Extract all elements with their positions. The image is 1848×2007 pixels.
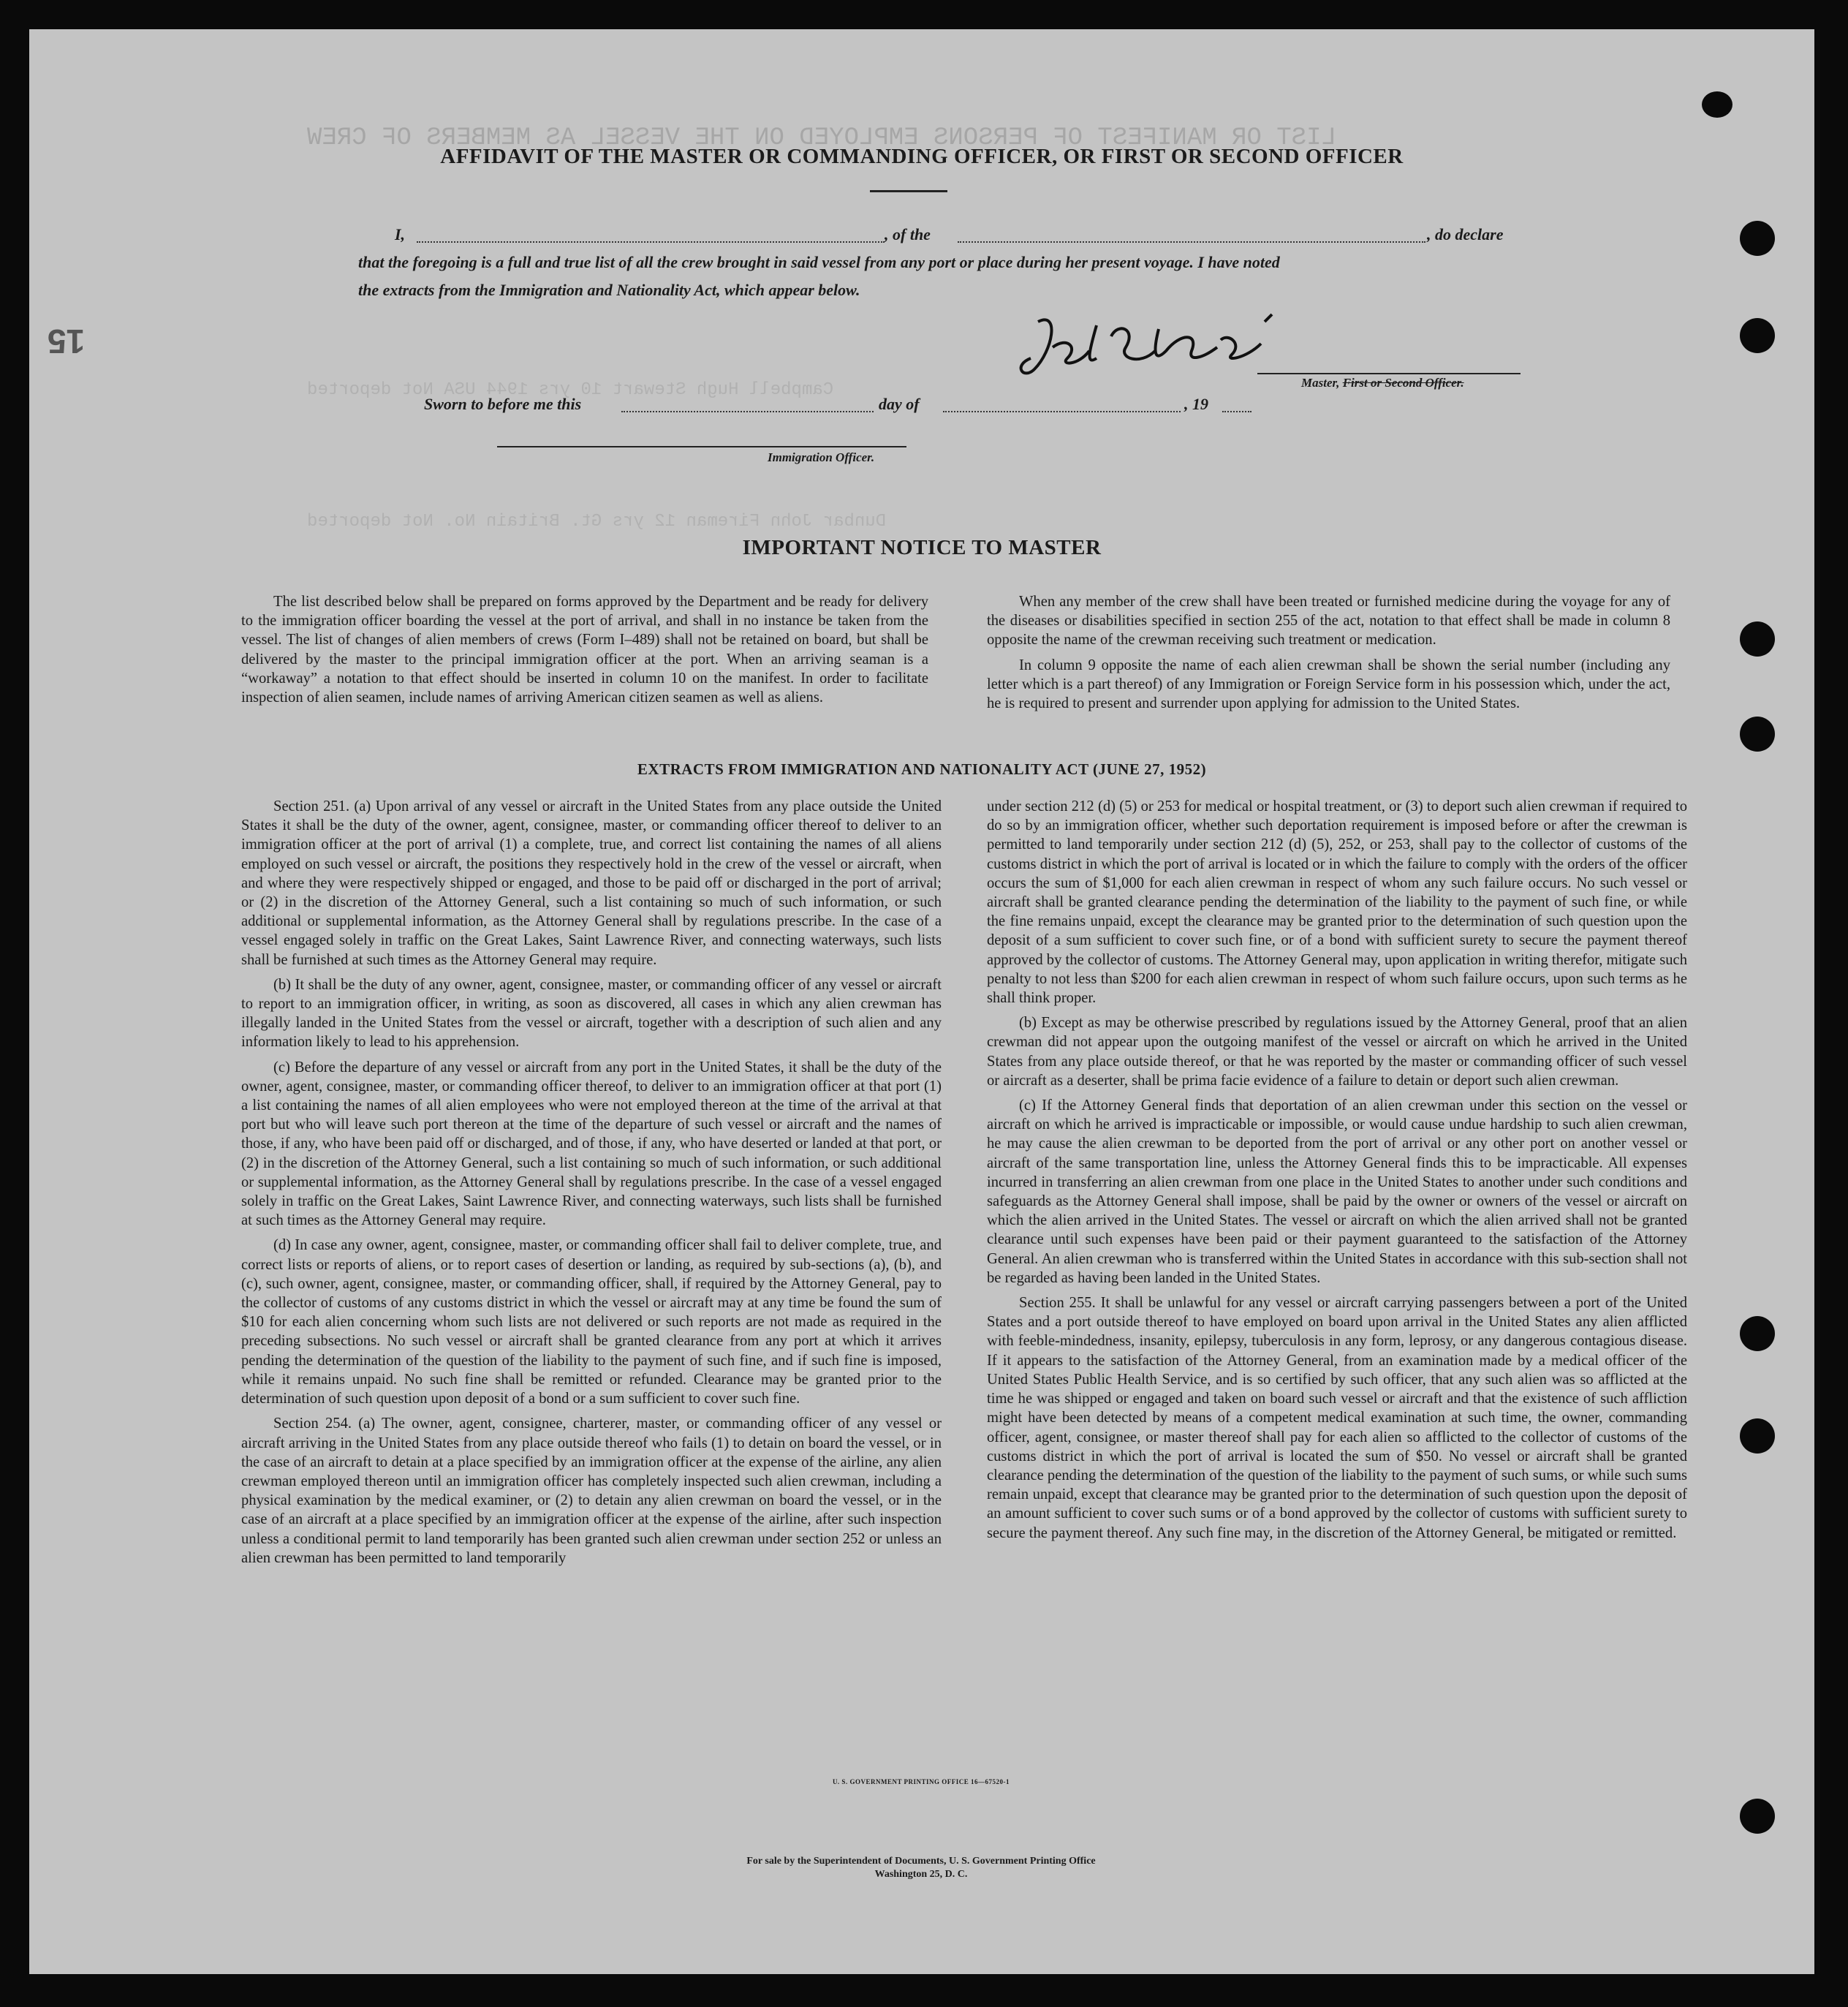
footer-sale-notice: For sale by the Superintendent of Documents, U. S. Government Printing Office bbox=[746, 1856, 1096, 1867]
punch-hole bbox=[1740, 717, 1775, 752]
section-251-a: Section 251. (a) Upon arrival of any vessel or aircraft in the United States from any place outside the United States it shall be the duty of the owner, agent, consignee, master, or commanding officer thereof to deliver to an immigration officer at the port of arrival (1) a complete, true, and correct list containing the names of all aliens employed on such vessel or aircraft, the positions they respectively hold in the crew of the vessel or aircraft, when and where they were respectively shipped or engaged, and those to be paid off or discharged in the port of arrival; or (2) in the discretion of the Attorney General, such a list containing so much of such information, or such additional or supplemental information, as the Attorney General shall by regulations prescribe. In the case of a vessel engaged solely in traffic on the Great Lakes, Saint Lawrence River, and connecting waterways, such lists shall be furnished at such times as the Attorney General may require. bbox=[241, 798, 942, 968]
punch-hole bbox=[1740, 1799, 1775, 1834]
page-number: 15 bbox=[48, 322, 86, 360]
punch-hole bbox=[1740, 621, 1775, 657]
section-255: Section 255. It shall be unlawful for any vessel or aircraft carrying passengers between a port of the United States and a port outside thereof to have employed on board upon arrival in the United States any alien afflicted with feeble-mindedness, insanity, epilepsy, tuberculosis in any form, leprosy, or any dangerous contagious disease. If it appears to the satisfaction of the Attorney General, from an examination made by a medical officer of the United States Public Health Service, and is so certified by such officer, that any such alien was so afflicted at the time he was shipped or engaged and taken on board such vessel or aircraft and that the existence of such affliction might have been detected by means of a competent medical examination at such time, the owner, commanding officer, agent, consignee, or master thereof shall pay for each alien so afflicted to the collector of customs of the customs district in which the port of arrival is located the sum of $50. No vessel or aircraft shall be granted clearance pending the determination of the question of the liability to the payment of such sums, or while such sums remain unpaid, except that clearance may be granted prior to the determination of such question upon the deposit of an amount sufficient to cover such sums or of a bond approved by the collector of customs with sufficient surety to secure the payment thereof. Any such fine may, in the discretion of the Attorney General, be mitigated or remitted. bbox=[987, 1295, 1687, 1541]
notice-right-paragraphs bbox=[987, 592, 1670, 719]
bleed-through-text: Dunbar John Fireman 12 yrs Gt. Britain No. Not deported bbox=[307, 512, 887, 532]
extracts-left-column bbox=[241, 797, 942, 1573]
day-of-label: day of bbox=[879, 395, 920, 413]
section-254-a: Section 254. (a) The owner, agent, consignee, charterer, master, or commanding officer of any vessel or aircraft arriving in the United States from any place outside thereof who fails (1) to detain on board the vessel, or in the case of an aircraft to detain at a place specified by an immigration officer at the expense of the airline, any alien crewman employed thereon until an immigration officer has completely inspected such alien crewman, including a physical examination by the medical examiner, or (2) to detain any alien crewman on board the vessel, or in the case of an aircraft at a place specified by an immigration officer at the expense of the airline, after such inspection unless a conditional permit to land temporarily has been granted such alien crewman under section 252 or unless an alien crewman has been permitted to land temporarily bbox=[241, 1416, 942, 1566]
notice-left-text: The list described below shall be prepared on forms approved by the Department and be ready for delivery to the immigration officer boarding the vessel at the port of arrival, and shall in no instance be taken from the vessel. The list of changes of alien members of crews (Form I–489) shall not be retained on board, but shall be delivered by the master to the principal immigration officer at the port. When an arriving seaman is a “workaway” a notation to that effect should be inserted in column 10 on the manifest. In order to facilitate inspection of alien seamen, include names of arriving American citizen seamen as well as aliens. bbox=[241, 594, 928, 706]
punch-hole bbox=[1702, 91, 1732, 118]
section-254-a-continued: under section 212 (d) (5) or 253 for medical or hospital treatment, or (3) to deport such alien crewman if required to do so by an immigration officer, whether such deportation requirement is imposed before or after the crewman is permitted to land temporarily under section 212 (d) (5), 252, or 253, shall pay to the collector of customs of the customs district in which the port of arrival is located or in which the failure to comply with the orders of the officer occurs the sum of $1,000 for each alien crewman in respect of whom any such failure occurs. No such vessel or aircraft shall be granted clearance pending the determination of the liability to the payment of such fine, or while the fine remains unpaid, except the clearance may be granted prior to the determination of such question upon the deposit of a sum sufficient to cover such fine, or of a bond with sufficient surety to secure the payment thereof approved by the collector of customs. The Attorney General may, upon application in writing therefor, mitigate such penalty to not less than $200 for each alien crewman in respect of whom such failure occurs, upon such terms as he shall think proper. bbox=[987, 798, 1687, 1007]
sworn-month-field[interactable] bbox=[943, 411, 1181, 412]
signature-caption-struck: First or Second Officer. bbox=[1342, 376, 1464, 390]
signature-line bbox=[1257, 373, 1521, 374]
section-251-d: (d) In case any owner, agent, consignee, master, or commanding officer shall fail to deliver complete, true, and correct lists or reports of aliens, or to report cases of desertion or landing, as required by sub-sections (a), (b), and (c), such owner, agent, consignee, master, or commanding officer, shall, if required by the Attorney General, pay to the collector of customs of any customs district in which the vessel or aircraft may at any time be found the sum of $10 for each alien concerning whom such lists are not delivered or such reports are not made as required in the preceding subsections. No such vessel or aircraft shall be granted clearance from any port at which it arrives pending the determination of the question of the liability to the payment of such fine, and if such fine is imposed, while it remains unpaid. No such fine shall be remitted or refunded. Clearance may be granted prior to the determination of such question upon deposit of a bond or a sum sufficient to cover such fine. bbox=[241, 1237, 942, 1407]
notice-title: IMPORTANT NOTICE TO MASTER bbox=[742, 536, 1102, 559]
notice-right-text-1: When any member of the crew shall have been treated or furnished medicine during the voyage for any of the diseases or disabilities specified in section 255 of the act, notation to that effect shall be made in column 8 opposite the name of the crewman receiving such treatment or medication. bbox=[987, 594, 1670, 649]
declaration-i: I, bbox=[395, 225, 406, 243]
punch-hole bbox=[1740, 1418, 1775, 1454]
punch-hole bbox=[1740, 318, 1775, 353]
bleed-through-text: Campbell Hugh Stewart 10 yrs 1944 USA Not deported bbox=[307, 380, 834, 400]
signature-caption-master: Master, bbox=[1301, 376, 1343, 390]
section-254-b: (b) Except as may be otherwise prescribed by regulations issued by the Attorney General, proof that an alien crewman did not appear upon the outgoing manifest of the vessel or aircraft on which he arrived in the United States from any place outside thereof, or that he was reported by the master or commanding officer of such vessel or aircraft as a deserter, shall be prima facie evidence of a failure to detain or deport such alien crewman. bbox=[987, 1015, 1687, 1089]
extracts-right-column bbox=[987, 797, 1687, 1549]
printing-office-line: U. S. GOVERNMENT PRINTING OFFICE 16—67520-1 bbox=[832, 1778, 1010, 1785]
year-label: , 19 bbox=[1184, 395, 1208, 413]
immigration-officer-caption: Immigration Officer. bbox=[768, 450, 875, 464]
section-251-b: (b) It shall be the duty of any owner, agent, consignee, master, or commanding officer of any vessel or aircraft to report to an immigration officer, in writing, as soon as discovered, all cases in which any alien crewman has illegally landed in the United States from the vessel or aircraft, together with a description of such alien and any information likely to lead to his apprehension. bbox=[241, 976, 942, 1051]
title-rule bbox=[870, 190, 947, 192]
sworn-label: Sworn to before me this bbox=[424, 395, 582, 413]
vessel-name-field[interactable] bbox=[958, 241, 1425, 243]
sworn-date-field[interactable] bbox=[621, 411, 874, 412]
bleed-through-text: LIST OR MANIFEST OF PERSONS EMPLOYED ON THE VESSEL AS MEMBERS OF CREW bbox=[307, 124, 1336, 152]
document-page bbox=[29, 29, 1814, 1974]
extracts-title: EXTRACTS FROM IMMIGRATION AND NATIONALITY ACT (JUNE 27, 1952) bbox=[637, 760, 1207, 778]
section-251-c: (c) Before the departure of any vessel or aircraft from any port in the United States, it shall be the duty of the owner, agent, consignee, master, or commanding officer thereof, to deliver to an immigration officer at that port (1) a list containing the names of all alien employees who were not employed thereon at the time of the arrival at that port but who will leave such port thereon at the time of the departure of such vessel or aircraft and the names of those, if any, who have been paid off or discharged, and of those, if any, who have deserted or landed at that port, or (2) in the discretion of the Attorney General, such a list containing so much of such information, or such additional or supplemental information, as the Attorney General shall by regulations prescribe. In the case of a vessel engaged solely in traffic on the Great Lakes, Saint Lawrence River, and connecting waterways, such lists shall be furnished at such times as the Attorney General may require. bbox=[241, 1059, 942, 1229]
immigration-officer-line bbox=[497, 446, 906, 447]
declaration-line-2: that the foregoing is a full and true list of all the crew brought in said vessel from any port or place during her present voyage. I have noted bbox=[358, 253, 1280, 271]
declaration-do-declare: , do declare bbox=[1427, 225, 1504, 243]
declaration-of-the: , of the bbox=[885, 225, 931, 243]
punch-hole bbox=[1740, 221, 1775, 256]
punch-hole bbox=[1740, 1316, 1775, 1351]
section-254-c: (c) If the Attorney General finds that deportation of an alien crewman under this section on the vessel or aircraft on which he arrived is impracticable or impossible, or would cause undue hardship to such alien crewman, he may cause the alien crewman to be deported from the port of arrival or any other port on another vessel or aircraft of the same transportation line, unless the Attorney General finds this to be impracticable. All expenses incurred in transferring an alien crewman from one place in the United States to another under such conditions and safeguards as the Attorney General shall impose, shall be paid by the owner or owners of the vessel or aircraft on which the alien arrived in the United States. The vessel or aircraft on which the alien arrived shall not be granted clearance until such expenses have been paid or their payment guaranteed to the satisfaction of the Attorney General. An alien crewman who is transferred within the United States in accordance with this sub-section shall not be regarded as having been landed in the United States. bbox=[987, 1097, 1687, 1286]
sworn-year-field[interactable] bbox=[1222, 411, 1251, 412]
affidavit-title: AFFIDAVIT OF THE MASTER OR COMMANDING OFFICER, OR FIRST OR SECOND OFFICER bbox=[440, 145, 1404, 168]
declarant-name-field[interactable] bbox=[417, 241, 885, 243]
master-signature bbox=[1009, 307, 1287, 388]
signature-caption bbox=[1301, 376, 1464, 390]
footer-address: Washington 25, D. C. bbox=[874, 1869, 968, 1880]
declaration-line-3: the extracts from the Immigration and Nationality Act, which appear below. bbox=[358, 281, 860, 299]
notice-right-text-2: In column 9 opposite the name of each alien crewman shall be shown the serial number (including any letter which is a part thereof) of any Immigration or Foreign Service form in his possession which, under the act, he is required to present and surrender upon applying for admission to the United States. bbox=[987, 657, 1670, 712]
notice-left-paragraph bbox=[241, 592, 928, 713]
